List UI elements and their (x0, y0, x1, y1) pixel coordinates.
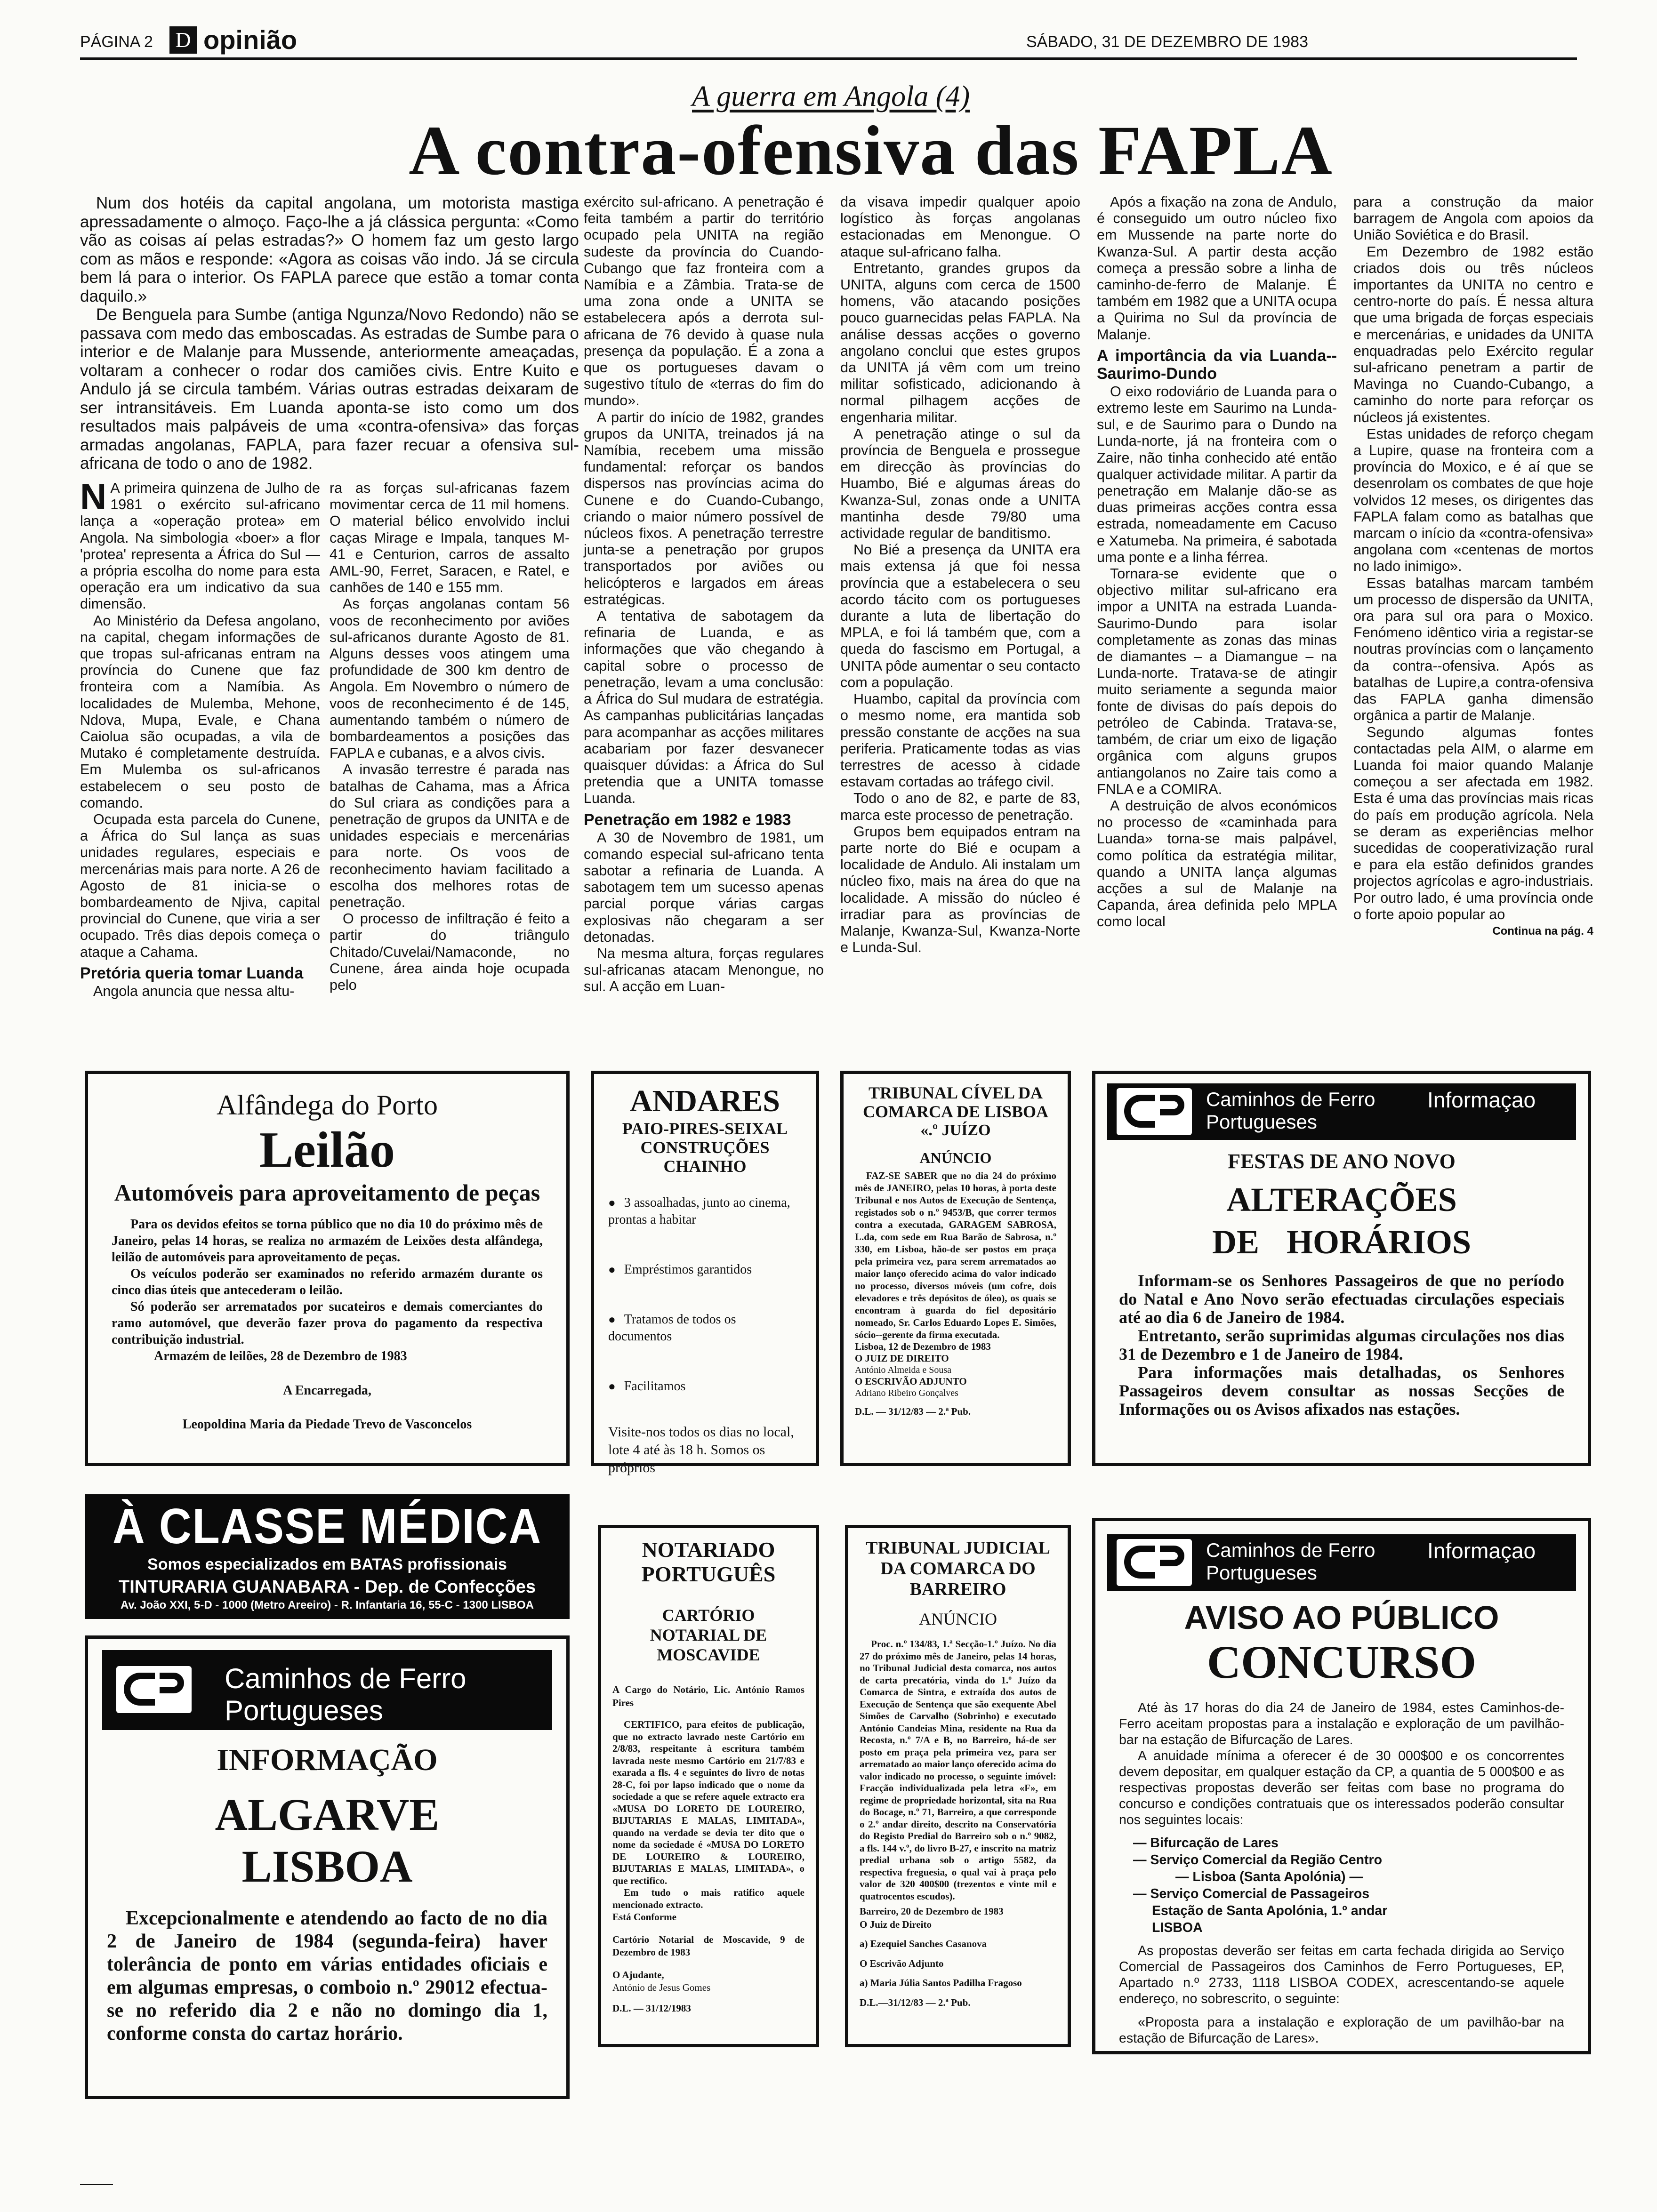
paragraph: Essas batalhas marcam também um processo de dispersão da UNITA, ora para sul ora para o Moxico. Fenómeno idêntico viria a registar-se noutras províncias com o lançamento da contra--ofensiva. Após as batalhas de Lupire,a contra-ofensiva das FAPLA ganha dimensão orgânica a partir de Malanje. (1353, 575, 1593, 724)
paragraph: Na mesma altura, forças regulares sul-africanas atacam Menongue, no sul. A acção em Luan- (584, 945, 824, 995)
ad-cp-concurso (1092, 1518, 1591, 2054)
ad-locations (1133, 1835, 1564, 1936)
cp-header-bar (102, 1650, 552, 1730)
ad-heading: Leilão (259, 1122, 395, 1178)
ad-heading: ALTERAÇÕES (1226, 1181, 1457, 1218)
paragraph: As forças angolanas contam 56 voos de reconhecimento por aviões sul-africanos durante Agosto de 81. Alguns desses voos atingem uma profundidade de 300 km dentro de Angola. Em Novembro o número de voos de reconhecimento é de 145, aumentando também o número de bombardeamentos a posições das FAPLA e cubanas, e a alvos civis. (330, 596, 570, 761)
ad-paragraph: As propostas deverão ser feitas em carta fechada dirigida ao Serviço Comercial de Passageiros dos Caminhos de Ferro Portugueses, EP, Apartado n.º 2733, 1118 LISBOA CODEX, acrescentando-se aquele endereço, no sobrescrito, o seguinte: (1119, 1943, 1564, 2006)
masthead-rule (80, 57, 1577, 60)
ad-paragraph: Proc. n.º 134/83, 1.ª Secção-1.º Juízo. No dia 27 do próximo mês de Janeiro, pelas 14 horas, no Tribunal Judicial desta comarca, nos autos de carta precatória, vinda do 1.º Juízo da Comarca de Sintra, e extraída dos autos de Execução de Sentença que são exequente Abel Simões de Carvalho (Sobrinho) e executado António Candeias Mina, residente na Rua da Recosta, n.º 7/A e B, no Barreiro, há-de ser posto em praça pela primeira vez, para ser arrematado ao maior lanço oferecido acima do valor indicado no processo, o seguinte imóvel: Fracção individualizada pela letra «F», em regime de propriedade horizontal, sita na Rua do Bocage, n.º 71, Barreiro, a que corresponde o 2.º andar direito, descrito na Conservatória do Registo Predial do Barreiro sob o n.º 9082, a fls. 144 v.º, do livro B-27, e inscrito na matriz predial urbana sob o artigo 5582, da respectiva freguesia, o qual vai à praça pelo valor de 320 400$00 (trezentos e vinte mil e quatrocentos escudos). (860, 1638, 1056, 1902)
article-lead (80, 194, 579, 476)
ad-body (855, 1170, 1056, 1341)
cp-brand-line2: Portugueses (1206, 1562, 1317, 1584)
newspaper-logo-icon: D (169, 26, 197, 54)
cp-brand-line1: Caminhos de Ferro (1206, 1539, 1375, 1561)
cp-brand-line2: Portugueses (1206, 1111, 1317, 1133)
paragraph: A destruição de alvos económicos no processo de «caminhada para Luanda» torna-se mais palpável, como política da estratégia militar, quando a UNITA lança algumas acções a sul de Malanje na Capanda, área definida pelo MPLA como local (1097, 797, 1337, 930)
ad-title: NOTARIADO PORTUGUÊS (641, 1538, 776, 1586)
paragraph: Ao Ministério da Defesa angolano, na capital, chegam informações de que tropas sul-africanas entram na província do Cunene que faz fronteira com a Namíbia. As localidades de Mulemba, Mehone, Ndova, Mupa, Evale, e Chana Caiolua são ocupadas, a vila de Mutako é completamente destruída. Em Mulemba os sul-africanos estabelecem o seu posto de comando. (80, 612, 320, 811)
ad-tribunal-lisboa (840, 1071, 1071, 1466)
paragraph: Após a fixação na zona de Andulo, é conseguido um outro núcleo fixo em Mussende na parte norte do Kwanza-Sul. A partir desta acção começa a pressão sobre a linha de caminho-de-ferro de Malanje. É também em 1982 que a UNITA ocupa a Quirima no Sul da província de Malanje. (1097, 194, 1337, 343)
ad-sign-name: António Almeida e Sousa (855, 1365, 951, 1375)
ad-paragraph: Informam-se os Senhores Passageiros de que no período do Natal e Ano Novo serão efectuadas circulações especiais até ao dia 6 de Janeiro de 1984. (1119, 1271, 1564, 1327)
issue-date: SÁBADO, 31 DE DEZEMBRO DE 1983 (1026, 33, 1308, 51)
cp-logo-icon (1117, 1539, 1192, 1586)
paragraph: Segundo algumas fontes contactadas pela AIM, o alarme em Luanda foi maior quando Malanje começou a ser afectada em 1982. Esta é uma das províncias mais ricas do país em produção agrícola. Nela se deram as experiências melhor sucedidas de cooperativização rural e para ela estão definidos grandes projectos agrícolas e agro-industriais. Por outro lado, é uma província onde o forte apoio popular ao (1353, 724, 1593, 922)
ad-alfandega (85, 1071, 570, 1466)
ad-body (1119, 1272, 1564, 1419)
ad-paragraph: A anuidade mínima a oferecer é de 30 000$00 e os concorrentes devem depositar, em qualquer estação da CP, a quantia de 5 000$00 e as respectivas propostas deverão ser feitas com base no programa do concurso e condições contratuais que os interessados poderão consultar nos seguintes locais: (1119, 1748, 1564, 1827)
footer-rule (80, 2184, 113, 2185)
ad-subheading: Automóveis para aproveitamento de peças (114, 1179, 540, 1206)
cp-brand-line1: Caminhos de Ferro (225, 1663, 467, 1694)
ad-paragraph: Entretanto, serão suprimidas algumas circulações nos dias 31 de Dezembro e 1 de Janeiro de 1984. (1119, 1326, 1564, 1363)
ad-body (112, 1216, 543, 1364)
cp-logo-icon (1117, 1088, 1192, 1135)
ad-paragraph: Armazém de leilões, 28 de Dezembro de 1983 (154, 1349, 407, 1363)
ad-body (612, 1719, 804, 1911)
ad-sign-title: O Ajudante, (612, 1969, 664, 1980)
ad-sign-name: a) Ezequiel Sanches Casanova (860, 1938, 987, 1949)
article-column-1 (80, 476, 320, 1059)
ad-heading: CONCURSO (1207, 1636, 1477, 1688)
paragraph: Todo o ano de 82, e parte de 83, marca este processo de penetração. (840, 790, 1080, 823)
ad-title: Alfândega do Porto (217, 1090, 438, 1121)
ad-paragraph: Para informações mais detalhadas, os Senhores Passageiros devem consultar as nossas Secções de Informações ou os Avisos afixados nas estações. (1119, 1363, 1564, 1419)
ad-paragraph: Para os devidos efeitos se torna público que no dia 10 do próximo mês de Janeiro, pelas 14 horas, se realiza no armazém de Leixões desta alfândega, leilão de automóveis para aproveitamento de peças. (112, 1217, 543, 1265)
ad-title: TRIBUNAL CÍVEL DA COMARCA DE LISBOA (862, 1083, 1049, 1121)
subheading: Penetração em 1982 e 1983 (584, 810, 791, 829)
cp-brand-line1: Caminhos de Ferro (1206, 1088, 1375, 1110)
ad-address: Av. João XXI, 5-D - 1000 (Metro Areeiro) - R. Infantaria 16, 55-C - 1300 LISBOA (120, 1599, 534, 1611)
article-column-5 (1097, 194, 1337, 1059)
ad-sign-name: António de Jesus Gomes (612, 1982, 711, 1993)
paragraph: No Bié a presença da UNITA era mais extensa já que foi nessa província que a estabelecera o seu acordo tácito com os portugueses durante a luta de libertação do MPLA, e foi lá também que, com a queda do fascismo em Portugal, a UNITA pôde aumentar o seu contacto com a população. (840, 542, 1080, 690)
article-headline: A contra-ofensiva das FAPLA (409, 112, 1333, 190)
ad-sign-title: O Escrivão Adjunto (860, 1957, 944, 1969)
paragraph: para a construção da maior barragem de Angola com apoios da União Soviética e do Brasil. (1353, 194, 1593, 243)
paragraph: da visava impedir qualquer apoio logístico às forças angolanas estacionadas em Menongue. O ataque sul-africano falha. (840, 194, 1080, 260)
paragraph: O eixo rodoviário de Luanda para o extremo leste em Saurimo na Lunda-sul, e de Saurimo para o Dundo na Lunda-norte, já na fronteira com o Zaire, não tinha conhecido até então qualquer actividade militar. A partir da penetração em Malanje dão-se as duas primeiras acções contra essa estrada, nomeadamente em Cacuso e Xatumeba. Na primeira, é sabotada uma ponte e a linha férrea. (1097, 383, 1337, 565)
subheading: Pretória queria tomar Luanda (80, 964, 304, 982)
ad-sign-title: A Encarregada, (283, 1383, 371, 1398)
ad-paragraph: Até às 17 horas do dia 24 de Janeiro de 1984, estes Caminhos-de-Ferro aceitam propostas para a instalação e exploração de um pavilhão-bar na estação de Bifurcação de Lares. (1119, 1700, 1564, 1747)
ad-sign-title: O JUIZ DE DIREITO (855, 1353, 949, 1364)
ad-title: AVISO AO PÚBLICO (1184, 1599, 1499, 1636)
paragraph: Estas unidades de reforço chegam a Lupire, quase na fronteira com a província do Moxico, e é aí que se desenrolam os combates de que hoje volvidos 12 meses, os dirigentes das FAPLA falam como as batalhas que marcam o início da «contra-ofensiva» angolana com «centenas de mortos no lado inimigo». (1353, 425, 1593, 575)
ad-paragraph: Os veículos poderão ser examinados no referido armazém durante os cinco dias úteis que antecederam o leilão. (112, 1266, 543, 1298)
ad-title: ANDARES (629, 1084, 780, 1118)
ad-list-item: ● Facilitamos (608, 1378, 802, 1395)
paragraph: Angola anuncia que nessa altu- (93, 983, 295, 999)
ad-heading: ANÚNCIO (919, 1610, 997, 1628)
paragraph: Entretanto, grandes grupos da UNITA, alguns com cerca de 1500 homens, vão atacando posições pouco guarnecidas pelas FAPLA. Na análise dessas acções o governo angolano conclui que estes grupos da UNITA já vêm com um treino militar sofisticado, adicionando à normal pilhagem acções de engenharia militar. (840, 260, 1080, 425)
ad-body (860, 1638, 1056, 1902)
lead-paragraph: Num dos hotéis da capital angolana, um motorista mastiga apressadamente o almoço. Faço-lhe a já clássica pergunta: «Como vão as coisas aí pelas estradas?» O homem faz um gesto largo com as mãos e responde: «Agora as coisas vão indo. Já se circula bem lá para o interior. Os FAPLA parece que estão a tomar conta daquilo.» (80, 194, 579, 305)
article-kicker: A guerra em Angola (4) (692, 80, 970, 112)
ad-paragraph: FAZ-SE SABER que no dia 24 do próximo mês de JANEIRO, pelas 10 horas, à porta deste Tribunal e nos Autos de Execução de Sentença, registados sob o n.º 9453/B, que correr termos contra a executada, GARAGEM SABROSA, L.da, com sede em Rua Barão de Sabrosa, n.º 330, em Lisboa, hão-de ser postos em praça pela primeira vez, para serem arrematados ao maior lanço oferecido acima do valor indicado no processo, diversos móveis (um cofre, dois elevadores e três depósitos de óleo), os quais se encontram à guarda do fiel depositário nomeado, Sr. Carlos Eduardo Lopes E. Simões, sócio--gerente da firma executada. (855, 1170, 1056, 1340)
ad-title: FESTAS DE ANO NOVO (1228, 1150, 1456, 1173)
ad-title: TRIBUNAL JUDICIAL DA COMARCA DO BARREIRO (866, 1538, 1050, 1599)
paragraph: A invasão terrestre é parada nas batalhas de Cahama, mas a África do Sul criara as condições para a penetração de grupos da UNITA e de unidades especiais e mercenárias para norte. Os voos de reconhecimento haviam facilitado a escolha dos melhores rotas de penetração. (330, 761, 570, 911)
article-column-4 (840, 194, 1080, 1059)
paragraph: A primeira quinzena de Julho de 1981 o exército sul-africano lança a «operação protea» em Angola. Na simbologia «boer» a flor 'protea' representa a África do Sul — a própria escolha do nome para esta operação era um indicativo da sua dimensão. (80, 480, 320, 612)
ad-location: — Lisboa (Santa Apolónia) — (1175, 1869, 1363, 1884)
ad-location: — Serviço Comercial de Passageiros (1133, 1886, 1370, 1901)
ad-heading: LISBOA (241, 1841, 413, 1891)
ad-sign-title: O ESCRIVÃO ADJUNTO (855, 1376, 967, 1387)
ad-location: — Bifurcação de Lares (1133, 1835, 1279, 1851)
subheading: A importância da via Luanda--Saurimo-Dundo (1097, 346, 1337, 383)
ad-date: Cartório Notarial de Moscavide, 9 de Dezembro de 1983 (612, 1933, 804, 1958)
ad-tribunal-barreiro (845, 1525, 1071, 2047)
ad-subtitle: PAIO-PIRES-SEIXAL CONSTRUÇÕES CHAINHO (622, 1119, 788, 1176)
paragraph: A tentativa de sabotagem da refinaria de Luanda, e as informações que vão chegando à capital sobre o processo de penetração, levam a uma conclusão: a África do Sul mudara de estratégia. As campanhas publicitárias lançadas para acompanhar as acções militares acabariam por fazer desvanecer quaisquer dúvidas: a África do Sul pretendia que a UNITA tomasse Luanda. (584, 608, 824, 807)
article-column-3 (584, 194, 824, 1059)
ad-location: Estação de Santa Apolónia, 1.º andar (1152, 1903, 1388, 1918)
ad-paragraph: «Proposta para a instalação e exploração de um pavilhão-bar na estação de Bifurcação de Lares». (1119, 2015, 1564, 2046)
paragraph: Huambo, capital da província com o mesmo nome, era mantida sob pressão constante de acções na sua periferia. Praticamente todas as vias terrestres de acesso à cidade estavam cortadas ao tráfego civil. (840, 691, 1080, 790)
ad-notariado (598, 1525, 819, 2047)
ad-dl: D.L. — 31/12/83 — 2.ª Pub. (855, 1406, 971, 1417)
ad-dl: D.L. — 31/12/1983 (612, 2002, 691, 2014)
ad-heading: DE HORÁRIOS (1212, 1223, 1472, 1261)
article-column-6 (1353, 194, 1593, 1059)
ad-sign-name: a) Maria Júlia Santos Padilha Fragoso (860, 1977, 1022, 1988)
ad-classe-medica (85, 1494, 570, 1619)
lead-paragraph: De Benguela para Sumbe (antiga Ngunza/Novo Redondo) não se passava com medo das emboscadas. As estradas de Sumbe para o interior e de Malanje para Mussende, anteriormente ameaçadas, voltaram a conhecer o rodar dos camiões civis. Entre Kuito e Andulo já se circula também. Várias outras estradas deixaram de ser intransitáveis. Em Luanda aponta-se isto como um dos resultados mais palpáveis de uma «contra-ofensiva» das forças armadas angolanas, FAPLA, para fazer recuar a ofensiva sul-africana de todo o ano de 1982. (80, 305, 579, 473)
ad-footer: Visite-nos todos os dias no local, lote 4 até às 18 h. Somos os próprios (608, 1424, 794, 1475)
cp-tag: Informaçao (1427, 1539, 1536, 1563)
masthead (80, 25, 1577, 56)
cp-header-bar (1107, 1083, 1576, 1140)
ad-body (1119, 1700, 1564, 2046)
paragraph: exército sul-africano. A penetração é feita também a partir do território ocupado pela UNITA na região sudeste da província do Cuando-Cubango que faz fronteira com a Namíbia e a Zâmbia. Trata-se de uma zona onde a UNITA se estabelecera após a derrota sul-africana de 76 devido à quase nula presença da população. É a zona a que os portugueses davam o sugestivo título de «terras do fim do mundo». (584, 194, 824, 409)
ad-list-item: ● Empréstimos garantidos (608, 1261, 802, 1278)
paragraph: A 30 de Novembro de 1981, um comando especial sul-africano tenta sabotar a refinaria de Luanda. A sabotagem tem um sucesso apenas parcial porque várias cargas explosivas não chegaram a ser detonadas. (584, 829, 824, 945)
ad-body (107, 1907, 547, 2045)
ad-subtitle: «.º JUÍZO (920, 1122, 991, 1139)
paragraph: Em Dezembro de 1982 estão criados dois ou três núcleos importantes da UNITA no centro e centro-norte do país. É nessa altura que uma brigada de forças especiais e mercenárias, e unidades da UNITA enquadradas pelo Exército regular sul-africano penetram a partir de Mavinga no Cuando-Cubango, a caminho do norte para reforçar os núcleos já existentes. (1353, 243, 1593, 425)
paragraph: A partir do início de 1982, grandes grupos da UNITA, treinados já na Namíbia, recebem uma missão fundamental: reforçar os bandos dispersos nas províncias acima do Cunene e do Cuando-Cubango, criando o maior número possível de núcleos fixos. A penetração terrestre junta-se a penetração por grupos transportados por aviões ou helicópteros e largados em áreas estratégicas. (584, 409, 824, 608)
ad-subtitle: Somos especializados em BATAS profissionais (147, 1555, 507, 1573)
ad-heading: ANÚNCIO (919, 1149, 992, 1166)
paragraph: ra as forças sul-africanas fazem movimentar cerca de 11 mil homens. O material bélico envolvido inclui caças Mirage e Impala, tanques M-41 e Centurion, carros de assalto AML-90, Ferret, Saracen, e Ratel, e canhões de 140 e 155 mm. (330, 480, 570, 596)
cp-header-bar (1107, 1534, 1576, 1591)
cp-logo-icon (116, 1666, 192, 1713)
ad-paragraph: Em tudo o mais ratifico aquele mencionado extracto. (612, 1887, 804, 1910)
ad-heading: ALGARVE (215, 1789, 440, 1840)
ad-subtitle: CARTÓRIO NOTARIAL DE MOSCAVIDE (650, 1606, 767, 1664)
ad-sign-name: Adriano Ribeiro Gonçalves (855, 1388, 958, 1398)
ad-location: — Serviço Comercial da Região Centro (1133, 1852, 1382, 1867)
ad-list-item: ● Tratamos de todos os documentos (608, 1311, 802, 1345)
ad-andares (591, 1071, 819, 1475)
paragraph: Tornara-se evidente que o objectivo militar sul-africano era impor a UNITA na estrada Luanda-Saurimo-Dundo para isolar completamente as zonas das minas de diamantes – a Diamangue – na Lunda-norte. Tratava-se de atingir muito seriamente a segunda maior fonte de divisas do país depois do petróleo de Cabinda. Tratava-se, também, de criar um eixo de ligação orgânica com alguns grupos antiangolanos no Zaire tais como a FNLA e a COMIRA. (1097, 566, 1337, 797)
continued-note: Continua na pág. 4 (1492, 924, 1593, 938)
ad-title: À CLASSE MÉDICA (112, 1499, 542, 1554)
ad-paragraph: Só poderão ser arrematados por sucateiros e demais comerciantes do ramo automóvel, que deverão fazer prova do pagamento da respectiva contribuição industrial. (112, 1299, 543, 1347)
ad-location: LISBOA (1152, 1920, 1203, 1935)
ad-sign-name: Leopoldina Maria da Piedade Trevo de Vasconcelos (182, 1417, 472, 1432)
ad-cp-algarve (85, 1635, 570, 2099)
ad-date: Lisboa, 12 de Dezembro de 1983 (855, 1341, 991, 1352)
drop-cap: N (80, 476, 107, 517)
ad-date: Barreiro, 20 de Dezembro de 1983 (860, 1906, 1004, 1917)
paragraph: A penetração atinge o sul da província de Benguela e prossegue em direcção às províncias do Huambo, Bié e algumas áreas do Kwanza-Sul, zonas onde a UNITA mantinha desde 79/80 uma actividade regular de banditismo. (840, 425, 1080, 542)
article-column-2 (330, 480, 570, 1059)
cp-brand-line2: Portugueses (225, 1695, 383, 1726)
ad-paragraph: Excepcionalmente e atendendo ao facto de no dia 2 de Janeiro de 1984 (segunda-feira) haver tolerância de ponto em várias entidades oficiais e em algumas empresas, o comboio n.º 29012 efectua-se no referido dia 2 e não no domingo dia 1, conforme consta do cartaz horário. (107, 1907, 547, 2044)
ad-dl: D.L.—31/12/83 — 2.ª Pub. (860, 1996, 971, 2008)
ad-cp-festas (1092, 1071, 1591, 1466)
ad-list-item: ● 3 assoalhadas, junto ao cinema, prontas a habitar (608, 1194, 802, 1228)
cp-tag: Informaçao (1427, 1088, 1536, 1112)
page-number: PÁGINA 2 (80, 33, 153, 51)
ad-title: INFORMAÇÃO (217, 1743, 438, 1777)
paragraph: O processo de infiltração é feito a partir do triângulo Chitado/Cuvelai/Namaconde, no Cunene, área ainda hoje ocupada pelo (330, 911, 570, 994)
paragraph: Grupos bem equipados entram na parte norte do Bié e ocupam a localidade de Andulo. Ali instalam um núcleo fixo, mais na área do que na localidade. A missão do núcleo é irradiar para as províncias de Malanje, Kwanza-Sul, Kwanza-Norte e Lunda-Sul. (840, 823, 1080, 956)
ad-paragraph: CERTIFICO, para efeitos de publicação, que no extracto lavrado neste Cartório em 2/8/83, respeitante à escritura também lavrada neste mesmo Cartório em 21/7/83 e exarada a fls. 4 e seguintes do livro de notas 28-C, foi por lapso indicado que o nome da sociedade a que se refere aquele extracto era «MUSA DO LORETO DE LOUREIRO, BIJUTARIAS E MALAS, LIMITADA», quando na verdade se devia ter dito que o nome da sociedade é «MUSA DO LORETO DE LOUREIRO & LOUREIRO, BIJUTARIAS E MALAS, LIMITADA», o que rectifico. (612, 1719, 804, 1886)
ad-name: TINTURARIA GUANABARA - Dep. de Confecções (118, 1577, 536, 1597)
paragraph: Ocupada esta parcela do Cunene, a África do Sul lança as suas unidades regulares, especiais e mercenárias mais para norte. A 26 de Agosto de 81 inicia-se o bombardeamento de Njiva, capital provincial do Cunene, que viria a ser ocupado. Três dias depois começa o ataque a Cahama. (80, 811, 320, 960)
ad-sign-title: O Juiz de Direito (860, 1918, 932, 1930)
ad-conforme: Está Conforme (612, 1911, 676, 1923)
section-title: opinião (203, 25, 298, 55)
ad-cargo: A Cargo do Notário, Lic. António Ramos Pires (612, 1684, 804, 1708)
